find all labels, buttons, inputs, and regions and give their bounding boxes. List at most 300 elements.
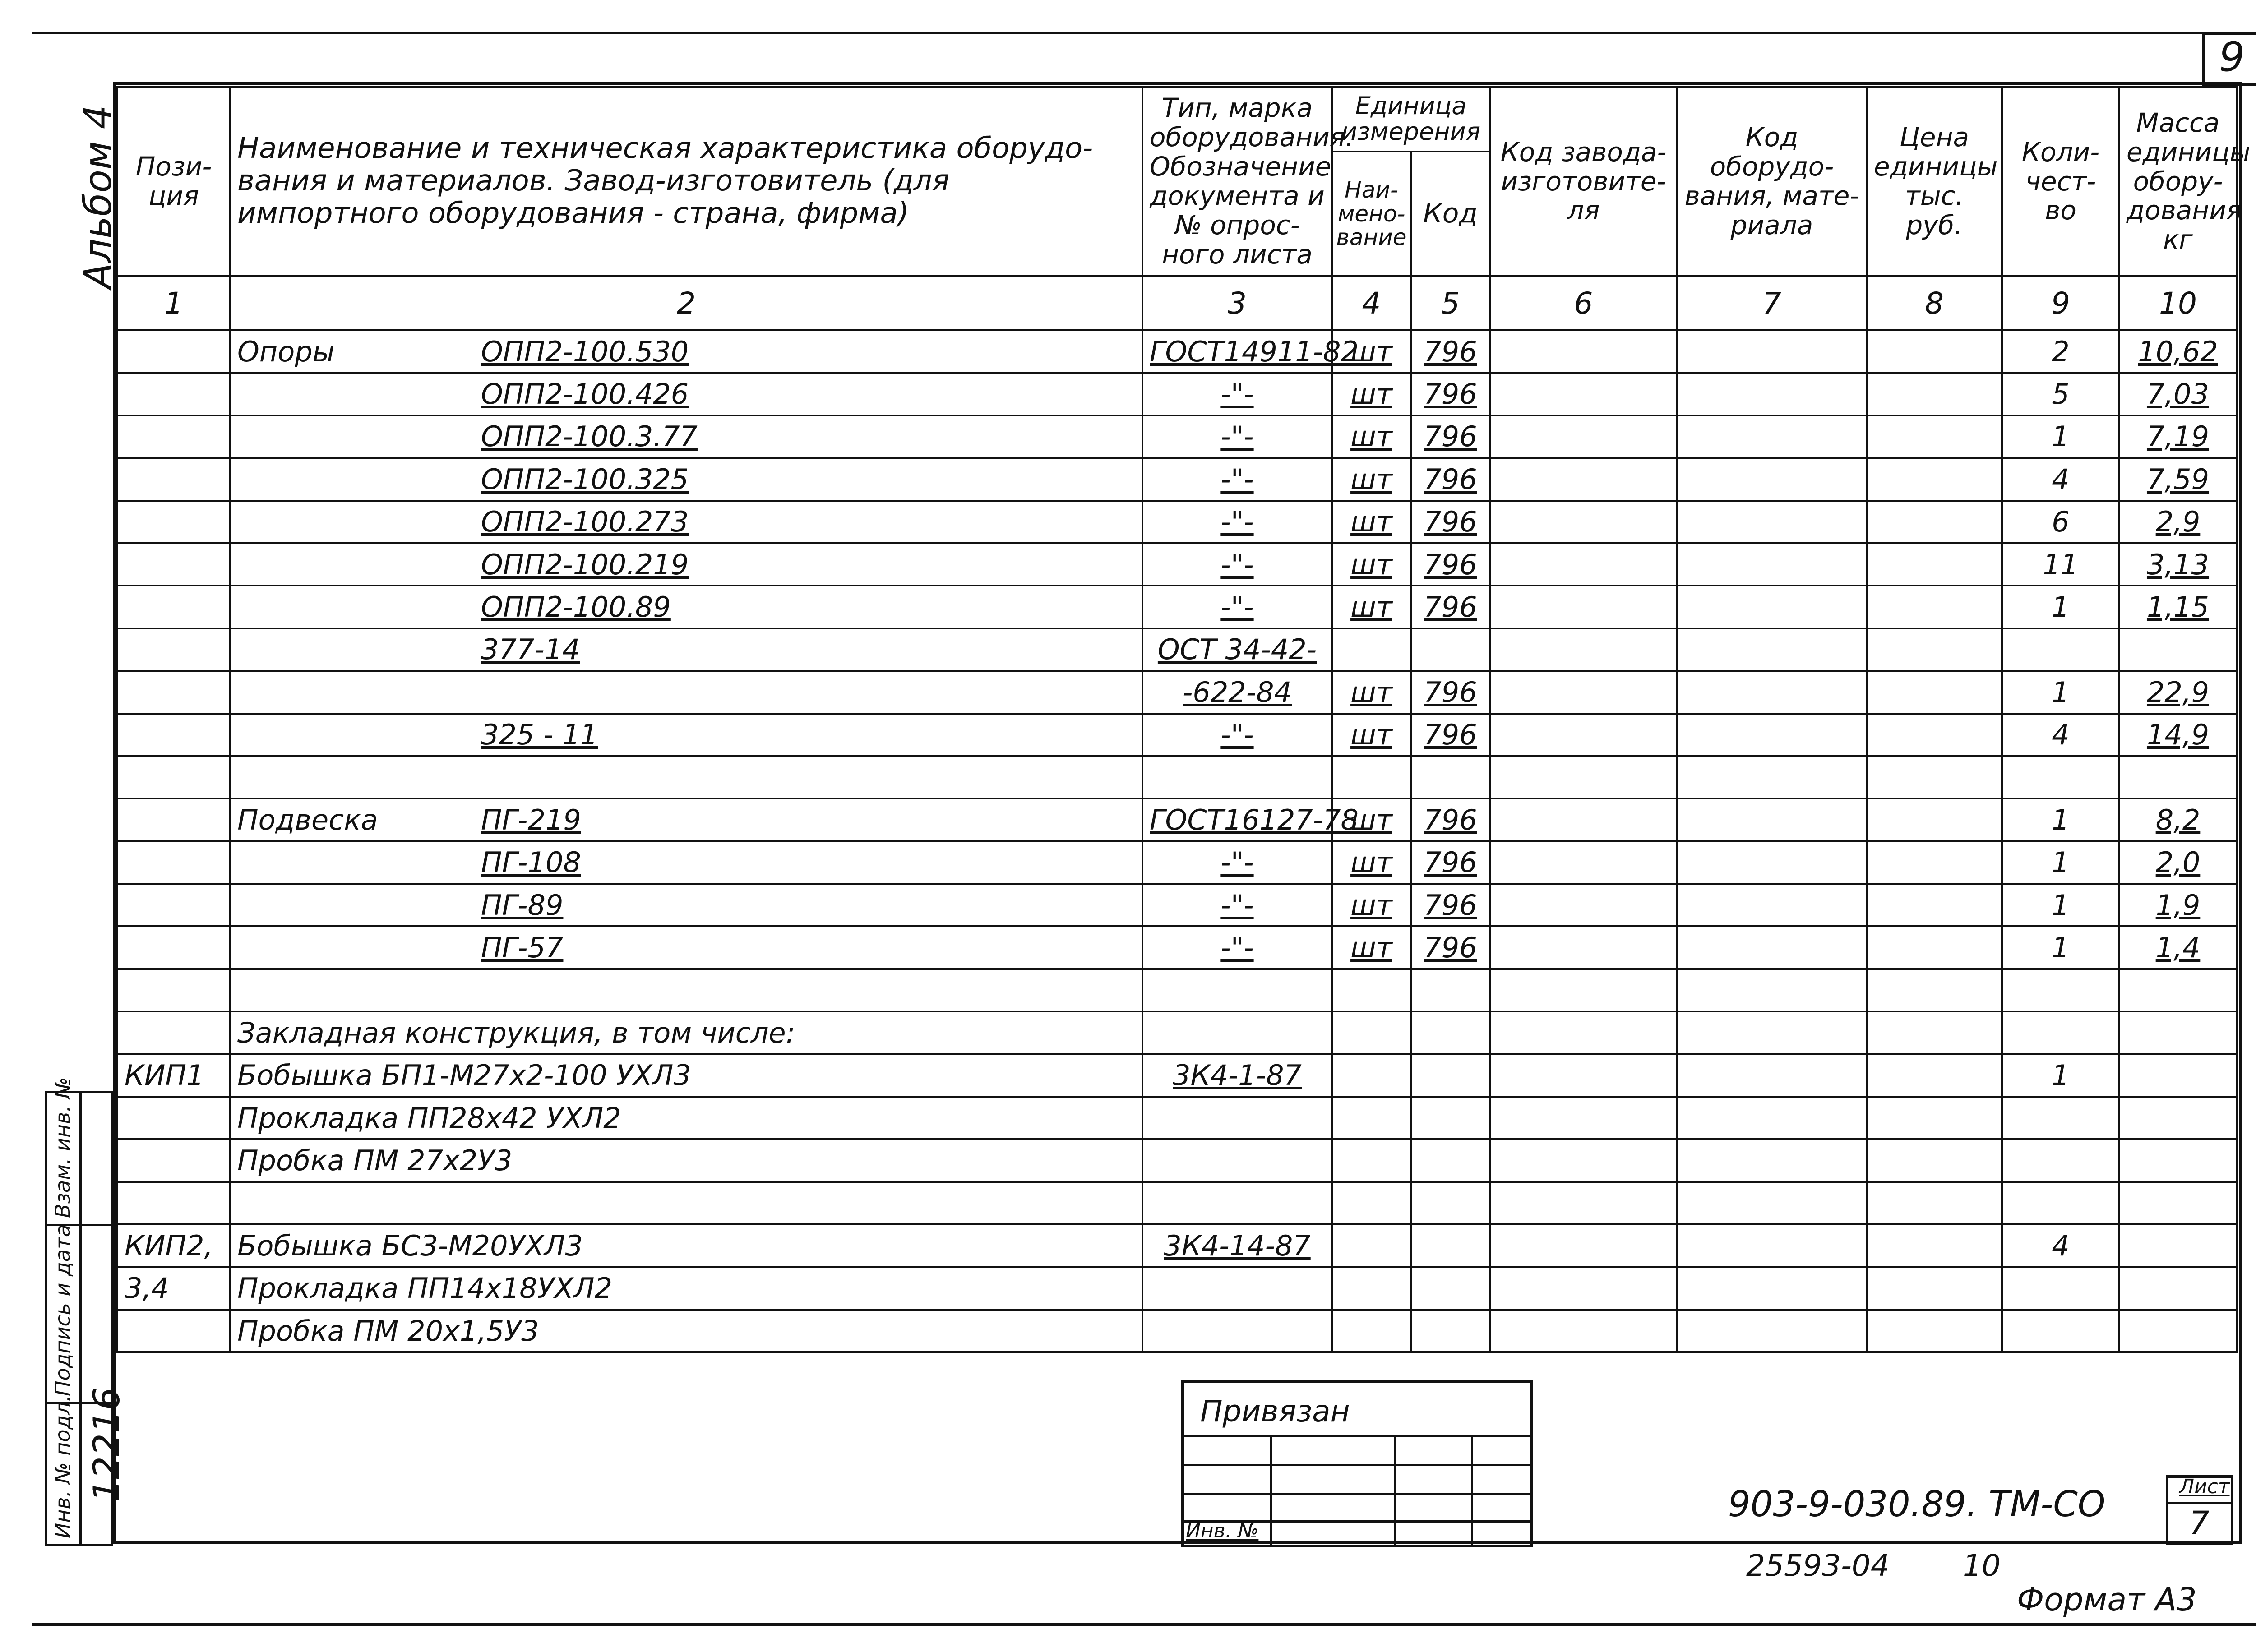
header-unit-group [1332,87,1490,276]
cell-mass: 8,2 [2119,798,2237,841]
cell-name [230,1224,1142,1267]
table-row [117,1267,2237,1310]
cell-name [230,926,1142,969]
cell-group-label: Бобышка БП1-М27х2-100 УХЛ3 [237,1059,691,1092]
cell-document: 3К4-1-87 [1142,1054,1332,1097]
cell-unit: шт [1332,330,1411,373]
cell-equipment-code [1677,1139,1867,1181]
cell-unit: шт [1332,714,1411,756]
drawing-designation: 903-9-030.89. ТМ-СО [1728,1484,2106,1525]
cell-group-label: Опоры [237,335,335,368]
cell-mass: 1,15 [2119,586,2237,628]
cell-position [117,501,230,543]
cell-price [1867,756,2002,798]
col-num-2: 2 [230,276,1142,330]
cell-mass [2119,969,2237,1011]
cell-quantity [2002,1097,2119,1139]
table-row [117,586,2237,628]
cell-quantity: 4 [2002,714,2119,756]
cell-mass [2119,1267,2237,1310]
cell-plant-code [1490,628,1677,671]
cell-price [1867,671,2002,713]
side-label-replace-inv: Взам. инв. № [51,1077,75,1218]
cell-unit: шт [1332,671,1411,713]
cell-document: -"- [1142,714,1332,756]
bottom-trim-line [32,1623,2256,1626]
cell-quantity [2002,1182,2119,1224]
cell-plant-code [1490,458,1677,500]
cell-code: 796 [1411,841,1490,884]
cell-document: -"- [1142,543,1332,586]
cell-mass: 14,9 [2119,714,2237,756]
cell-code [1411,1054,1490,1097]
side-label-sign-date: Подпись и дата [51,1224,75,1396]
cell-mass [2119,1139,2237,1181]
cell-quantity [2002,756,2119,798]
cell-group-label: Прокладка ПП14х18УХЛ2 [237,1272,613,1305]
cell-name [230,415,1142,458]
cell-mass: 3,13 [2119,543,2237,586]
cell-item-name: 377-14 [481,633,580,666]
cell-quantity: 1 [2002,1054,2119,1097]
cell-item-name: ПГ-219 [481,803,581,836]
table-row [117,1310,2237,1352]
cell-price [1867,1139,2002,1181]
cell-plant-code [1490,798,1677,841]
cell-position [117,798,230,841]
cell-name [230,628,1142,671]
cell-unit: шт [1332,841,1411,884]
cell-plant-code [1490,969,1677,1011]
col-num-9: 9 [2002,276,2119,330]
cell-price [1867,501,2002,543]
cell-price [1867,373,2002,415]
cell-code [1411,1267,1490,1310]
stamp-inv-label: Инв. № [1186,1519,1259,1542]
cell-quantity: 1 [2002,671,2119,713]
cell-plant-code [1490,756,1677,798]
cell-mass [2119,1310,2237,1352]
cell-quantity [2002,628,2119,671]
table-row [117,330,2237,373]
table-row [117,714,2237,756]
cell-mass [2119,1054,2237,1097]
cell-position [117,671,230,713]
cell-price [1867,884,2002,926]
col-num-1: 1 [117,276,230,330]
cell-document [1142,756,1332,798]
cell-code [1411,628,1490,671]
cell-unit: шт [1332,501,1411,543]
side-inv-value: 12216 [86,1387,128,1502]
cell-name [230,884,1142,926]
cell-code: 796 [1411,671,1490,713]
cell-item-name: ПГ-57 [481,931,564,964]
header-quantity: Коли- чест- во [2002,87,2119,276]
cell-equipment-code [1677,1182,1867,1224]
col-num-5: 5 [1411,276,1490,330]
cell-equipment-code [1677,969,1867,1011]
table-row [117,373,2237,415]
table-row [117,841,2237,884]
cell-price [1867,841,2002,884]
cell-code: 796 [1411,373,1490,415]
cell-unit [1332,756,1411,798]
cell-name [230,1011,1142,1054]
cell-price [1867,415,2002,458]
cell-group-label: Пробка ПМ 20х1,5У3 [237,1314,539,1347]
cell-plant-code [1490,1267,1677,1310]
cell-equipment-code [1677,1097,1867,1139]
cell-name [230,586,1142,628]
cell-position [117,458,230,500]
cell-mass: 1,4 [2119,926,2237,969]
cell-equipment-code [1677,926,1867,969]
cell-quantity: 2 [2002,330,2119,373]
cell-position [117,586,230,628]
side-label-inv-orig: Инв. № подл. [51,1395,75,1538]
cell-document: -"- [1142,373,1332,415]
stamp-line-1 [1181,1435,1533,1437]
col-num-6: 6 [1490,276,1677,330]
cell-position [117,1310,230,1352]
cell-equipment-code [1677,1011,1867,1054]
cell-item-name: ПГ-89 [481,888,564,922]
col-num-7: 7 [1677,276,1867,330]
binding-stamp-title: Привязан [1200,1394,1350,1429]
cell-price [1867,798,2002,841]
cell-group-label: Бобышка БС3-М20УХЛ3 [237,1229,583,1262]
table-row [117,458,2237,500]
cell-equipment-code [1677,841,1867,884]
header-mass: Масса единицы обору- дования кг [2119,87,2237,276]
cell-unit [1332,1011,1411,1054]
cell-code: 796 [1411,501,1490,543]
cell-code: 796 [1411,586,1490,628]
cell-document [1142,1097,1332,1139]
cell-name [230,1054,1142,1097]
cell-plant-code [1490,373,1677,415]
stamp-line-2 [1181,1464,1533,1466]
table-row [117,628,2237,671]
table-row [117,926,2237,969]
cell-unit: шт [1332,884,1411,926]
cell-name [230,756,1142,798]
cell-unit: шт [1332,415,1411,458]
cell-position [117,1139,230,1181]
cell-position: КИП1 [117,1054,230,1097]
cell-name [230,543,1142,586]
cell-quantity: 6 [2002,501,2119,543]
cell-mass [2119,1224,2237,1267]
table-row [117,756,2237,798]
cell-equipment-code [1677,884,1867,926]
cell-quantity [2002,1011,2119,1054]
table-row [117,415,2237,458]
cell-quantity: 4 [2002,458,2119,500]
cell-quantity: 1 [2002,926,2119,969]
cell-plant-code [1490,586,1677,628]
header-name: Наименование и техническая характеристика оборудо- вания и материалов. Завод-изготовитель (для импортного оборудования - страна, фирма) [230,87,1142,276]
cell-position [117,1011,230,1054]
cell-item-name: ОПП2-100.426 [481,378,689,411]
cell-plant-code [1490,1224,1677,1267]
col-num-10: 10 [2119,276,2237,330]
cell-plant-code [1490,671,1677,713]
cell-document: -"- [1142,458,1332,500]
cell-code [1411,1224,1490,1267]
cell-position: КИП2, [117,1224,230,1267]
cell-mass [2119,1011,2237,1054]
cell-price [1867,969,2002,1011]
cell-code [1411,756,1490,798]
cell-code: 796 [1411,543,1490,586]
cell-equipment-code [1677,671,1867,713]
cell-equipment-code [1677,415,1867,458]
cell-position [117,926,230,969]
cell-equipment-code [1677,458,1867,500]
header-unit-name: Наи- мено- вание [1333,152,1412,275]
cell-code [1411,1139,1490,1181]
cell-document [1142,1310,1332,1352]
cell-name [230,501,1142,543]
cell-document: -"- [1142,926,1332,969]
album-label: Альбом 4 [76,105,120,289]
cell-position [117,415,230,458]
cell-plant-code [1490,1011,1677,1054]
stamp-vline-3 [1471,1435,1473,1547]
cell-position [117,884,230,926]
cell-price [1867,543,2002,586]
cell-quantity: 1 [2002,798,2119,841]
cell-plant-code [1490,330,1677,373]
cell-price [1867,1011,2002,1054]
col-num-8: 8 [1867,276,2002,330]
cell-item-name: ОПП2-100.89 [481,591,671,624]
cell-document [1142,969,1332,1011]
cell-mass: 7,03 [2119,373,2237,415]
cell-code [1411,1310,1490,1352]
cell-equipment-code [1677,1054,1867,1097]
table-row [117,543,2237,586]
cell-quantity [2002,1267,2119,1310]
cell-unit [1332,1097,1411,1139]
cell-plant-code [1490,926,1677,969]
cell-item-name: ОПП2-100.3.77 [481,420,698,453]
cell-mass: 22,9 [2119,671,2237,713]
cell-price [1867,1182,2002,1224]
cell-position [117,714,230,756]
cell-name [230,1267,1142,1310]
cell-group-label: Закладная конструкция, в том числе: [237,1016,795,1049]
cell-unit [1332,1267,1411,1310]
header-type: Тип, марка оборудования. Обозначение документа и № опрос- ного листа [1142,87,1332,276]
cell-unit: шт [1332,373,1411,415]
cell-document: -"- [1142,501,1332,543]
cell-quantity [2002,1310,2119,1352]
cell-equipment-code [1677,714,1867,756]
cell-name [230,373,1142,415]
cell-code [1411,1182,1490,1224]
cell-code [1411,1097,1490,1139]
paper-format: Формат А3 [2017,1581,2197,1618]
cell-mass: 10,62 [2119,330,2237,373]
cell-equipment-code [1677,798,1867,841]
cell-group-label: Подвеска [237,803,378,836]
cell-equipment-code [1677,586,1867,628]
header-position: Пози- ция [117,87,230,276]
cell-document: -622-84 [1142,671,1332,713]
specification-table [116,86,2251,1353]
cell-code: 796 [1411,330,1490,373]
cell-code: 796 [1411,884,1490,926]
cell-item-name: ОПП2-100.219 [481,548,689,581]
cell-price [1867,1054,2002,1097]
cell-plant-code [1490,415,1677,458]
cell-position [117,969,230,1011]
table-row [117,1097,2237,1139]
cell-unit: шт [1332,798,1411,841]
cell-name [230,1097,1142,1139]
cell-position [117,373,230,415]
sheet-number: 7 [2189,1504,2210,1541]
cell-equipment-code [1677,1310,1867,1352]
table-row [117,1011,2237,1054]
cell-plant-code [1490,1097,1677,1139]
cell-price [1867,1267,2002,1310]
cell-code: 796 [1411,798,1490,841]
cell-equipment-code [1677,1267,1867,1310]
cell-plant-code [1490,884,1677,926]
cell-position: 3,4 [117,1267,230,1310]
cell-mass [2119,756,2237,798]
cell-mass: 7,19 [2119,415,2237,458]
specification-body [117,330,2237,1352]
cell-quantity: 1 [2002,884,2119,926]
order-number: 25593-04 [1746,1548,1890,1583]
cell-quantity [2002,1139,2119,1181]
cell-equipment-code [1677,330,1867,373]
cell-code: 796 [1411,714,1490,756]
sheet-corner-number: 9 [2219,33,2245,81]
cell-position [117,1182,230,1224]
table-row [117,1182,2237,1224]
cell-document: ГОСТ16127-78 [1142,798,1332,841]
cell-unit [1332,1310,1411,1352]
column-number-row [117,276,2237,330]
table-row [117,1054,2237,1097]
cell-quantity: 1 [2002,841,2119,884]
cell-name [230,1182,1142,1224]
cell-price [1867,586,2002,628]
cell-unit [1332,969,1411,1011]
cell-quantity: 1 [2002,415,2119,458]
cell-item-name: ОПП2-100.273 [481,505,689,539]
cell-mass [2119,1097,2237,1139]
cell-unit: шт [1332,543,1411,586]
cell-plant-code [1490,1182,1677,1224]
cell-name [230,969,1142,1011]
cell-item-name: ПГ-108 [481,846,581,879]
cell-code: 796 [1411,415,1490,458]
cell-equipment-code [1677,543,1867,586]
cell-unit [1332,1054,1411,1097]
cell-unit [1332,1182,1411,1224]
cell-document [1142,1267,1332,1310]
table-row [117,798,2237,841]
cell-quantity: 11 [2002,543,2119,586]
cell-plant-code [1490,841,1677,884]
cell-price [1867,1097,2002,1139]
cell-price [1867,330,2002,373]
cell-price [1867,714,2002,756]
sheet-label: Лист [2179,1475,2230,1498]
cell-group-label: Прокладка ПП28х42 УХЛ2 [237,1101,621,1135]
cell-plant-code [1490,1310,1677,1352]
cell-document [1142,1182,1332,1224]
header-unit-code: Код [1423,198,1478,230]
cell-item-name: ОПП2-100.530 [481,335,689,368]
stamp-vline-2 [1394,1435,1396,1547]
cell-mass: 1,9 [2119,884,2237,926]
stamp-vline-1 [1270,1435,1272,1547]
table-row [117,1139,2237,1181]
cell-plant-code [1490,1139,1677,1181]
table-row [117,969,2237,1011]
cell-price [1867,628,2002,671]
cell-position [117,330,230,373]
table-row [117,671,2237,713]
header-equipment-code: Код оборудо- вания, мате- риала [1677,87,1867,276]
cell-quantity: 5 [2002,373,2119,415]
header-unit-title: Единица измерения [1333,88,1489,152]
header-row [117,87,2237,276]
cell-item-name: ОПП2-100.325 [481,462,689,496]
cell-price [1867,1310,2002,1352]
cell-document [1142,1011,1332,1054]
cell-name [230,671,1142,713]
cell-equipment-code [1677,373,1867,415]
cell-name [230,1310,1142,1352]
cell-plant-code [1490,501,1677,543]
cell-price [1867,926,2002,969]
cell-plant-code [1490,714,1677,756]
side-strip-divider [79,1091,82,1546]
col-num-4: 4 [1332,276,1411,330]
cell-document: -"- [1142,841,1332,884]
cell-position [117,628,230,671]
cell-name [230,458,1142,500]
cell-mass: 2,9 [2119,501,2237,543]
cell-position [117,1097,230,1139]
cell-mass [2119,628,2237,671]
cell-mass: 7,59 [2119,458,2237,500]
cell-document: -"- [1142,586,1332,628]
cell-group-label: Пробка ПМ 27х2У3 [237,1144,513,1177]
cell-document: -"- [1142,884,1332,926]
cell-position [117,841,230,884]
cell-equipment-code [1677,756,1867,798]
cell-unit [1332,1224,1411,1267]
cell-name [230,798,1142,841]
col-num-3: 3 [1142,276,1332,330]
cell-name [230,1139,1142,1181]
cell-position [117,543,230,586]
cell-unit: шт [1332,926,1411,969]
order-sheet: 10 [1963,1548,2001,1583]
cell-name [230,841,1142,884]
header-plant-code: Код завода- изготовите- ля [1490,87,1677,276]
